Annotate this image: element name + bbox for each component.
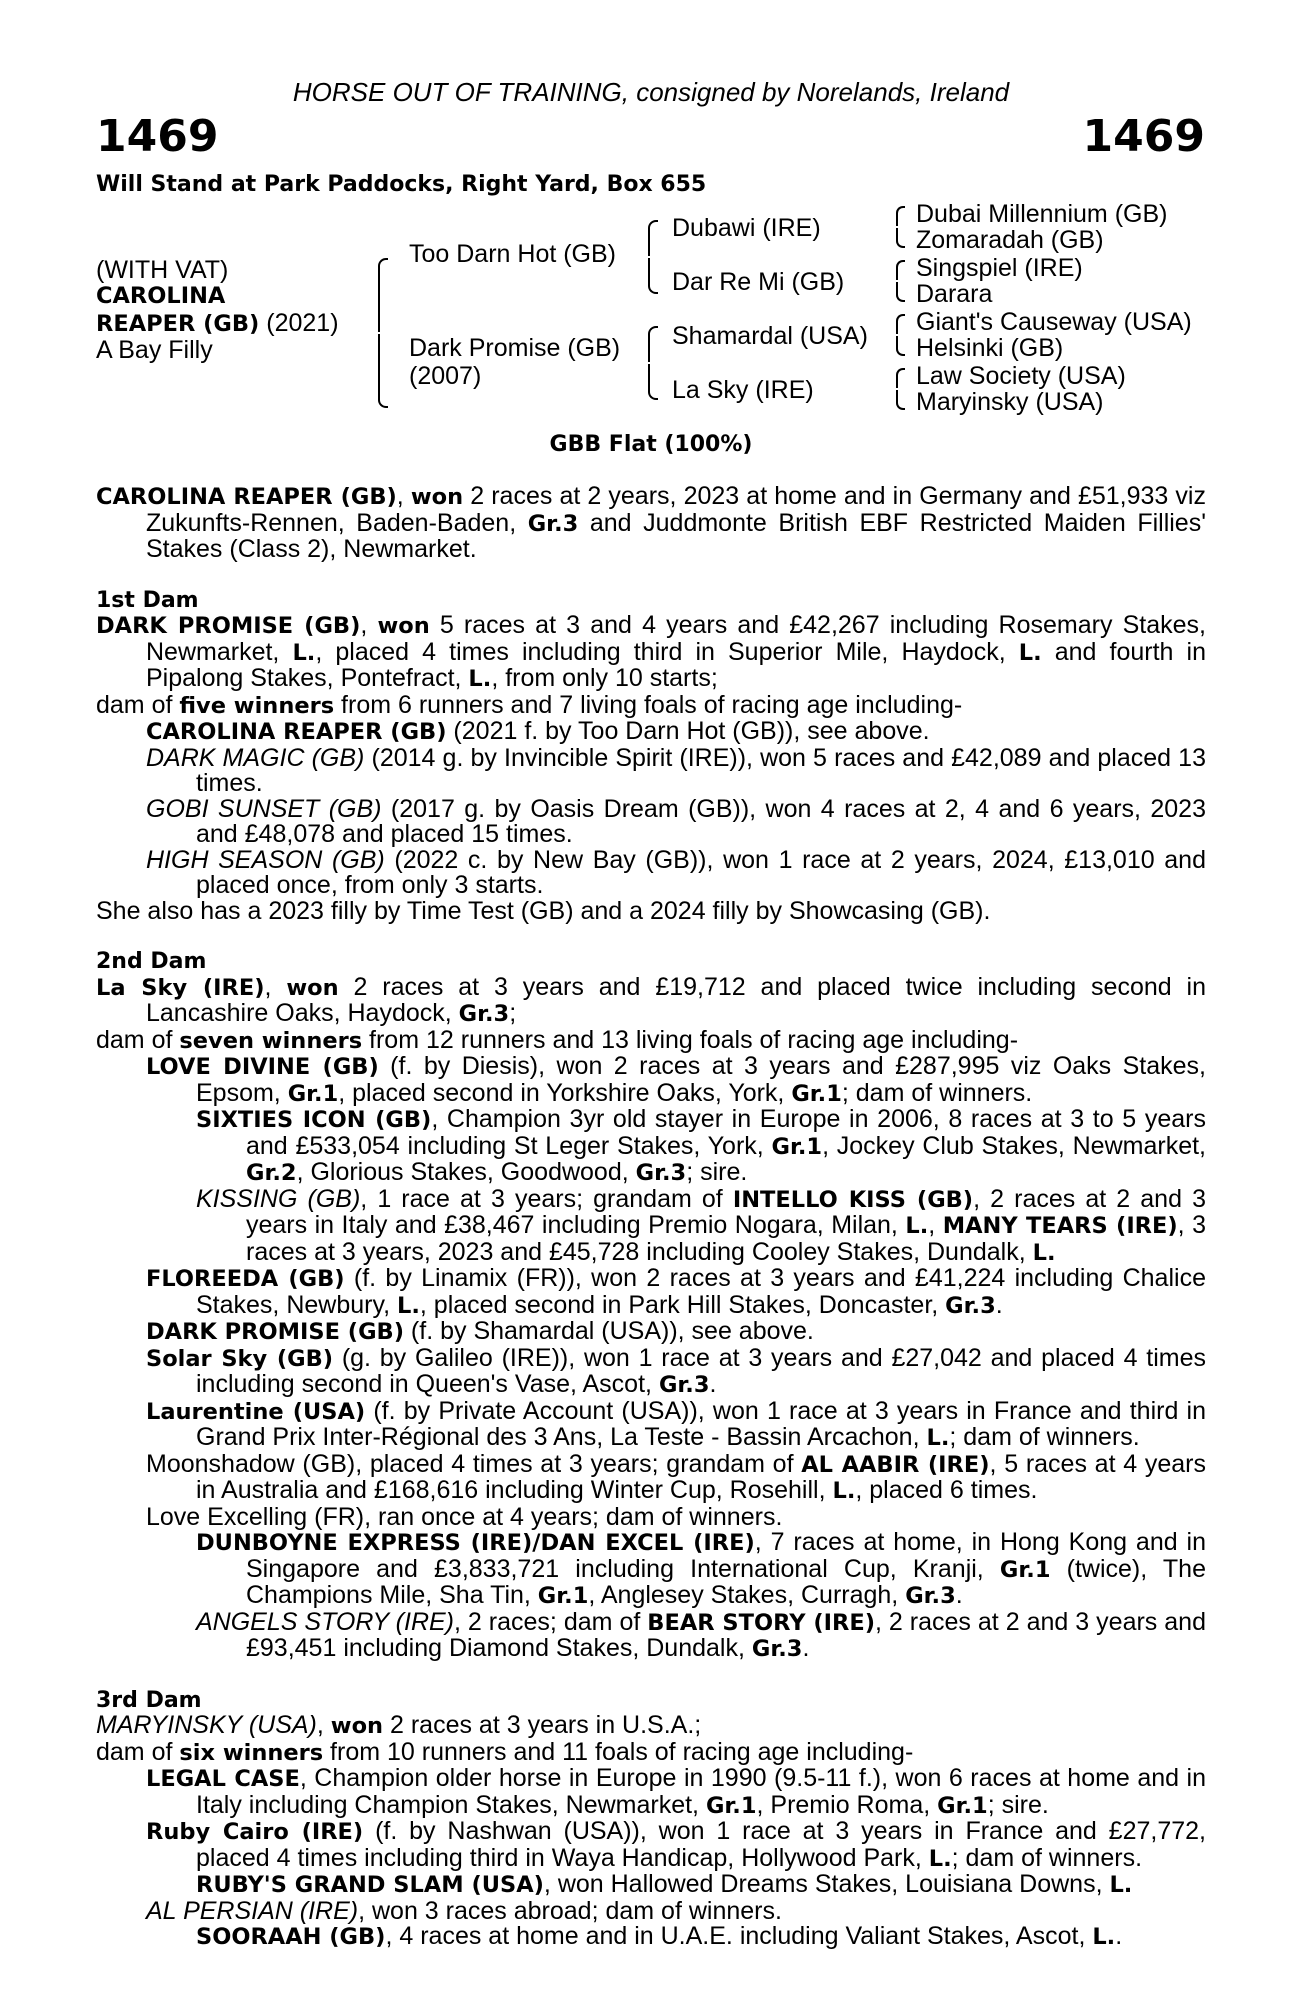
- sire-dam-dam: Darara: [916, 280, 993, 308]
- bold-text: L.: [1092, 1924, 1116, 1950]
- horse-description: A Bay Filly: [96, 336, 213, 364]
- second-dam-heading: 2nd Dam: [96, 949, 207, 974]
- brace-3a: [896, 206, 905, 226]
- brace-2b: [648, 326, 658, 362]
- bold-text: DARK PROMISE (GB): [146, 1319, 404, 1345]
- bold-text: DUNBOYNE EXPRESS (IRE)/DAN EXCEL (IRE): [196, 1530, 755, 1556]
- produce-entry: CAROLINA REAPER (GB) (2021 f. by Too Darn Hot (GB)), see above.: [146, 717, 930, 745]
- lot-number-right: 1469: [1082, 111, 1205, 162]
- bold-text: Gr.1: [771, 1133, 823, 1160]
- bold-text: SIXTIES ICON (GB): [196, 1107, 432, 1133]
- brace-3a-lower: [896, 228, 905, 248]
- dam-sire-sire: Giant's Causeway (USA): [916, 308, 1192, 336]
- bold-text: L.: [1032, 1239, 1056, 1266]
- italic-text: AL PERSIAN (IRE): [146, 1896, 359, 1925]
- bold-text: five winners: [179, 692, 335, 719]
- bold-text: Gr.1: [937, 1792, 988, 1819]
- bold-text: DARK PROMISE (GB): [96, 613, 361, 639]
- third-dam-produce: dam of six winners from 10 runners and 11 foals of racing age including-: [96, 1737, 914, 1766]
- sire-sire-sire: Dubai Millennium (GB): [916, 200, 1168, 228]
- italic-text: ANGELS STORY (IRE): [196, 1607, 454, 1636]
- bold-text: Gr.1: [705, 1792, 757, 1819]
- consigned-line: HORSE OUT OF TRAINING, consigned by Norelands, Ireland: [292, 77, 1010, 107]
- catalogue-body: [96, 484, 1206, 1951]
- bold-text: six winners: [179, 1739, 324, 1766]
- bold-text: L.: [1109, 1872, 1133, 1898]
- bold-text: CAROLINA REAPER (GB): [96, 484, 397, 510]
- brace-3d-lower: [896, 390, 905, 410]
- bold-text: INTELLO KISS (GB): [732, 1186, 974, 1213]
- brace-3b: [896, 260, 905, 280]
- bold-text: won: [410, 484, 464, 510]
- third-dam-heading: 3rd Dam: [96, 1687, 202, 1713]
- sire-sire-dam: Zomaradah (GB): [916, 226, 1104, 254]
- dam-sire: Shamardal (USA): [672, 322, 868, 350]
- sire-dam-sire: Singspiel (IRE): [916, 254, 1083, 282]
- bold-text: La Sky (IRE): [96, 974, 265, 1001]
- produce-entry: Solar Sky (GB) (g. by Galileo (IRE)), won 1 race at 3 years and £27,042 and placed 4 times including second in Queen's Vase, Ascot, Gr.3.: [146, 1343, 1206, 1398]
- bold-text: Gr.3: [945, 1292, 996, 1319]
- brace-2a-lower: [648, 258, 658, 294]
- bold-text: Gr.3: [527, 510, 579, 537]
- italic-text: KISSING (GB): [196, 1184, 361, 1213]
- dam-dam-dam: Maryinsky (USA): [916, 388, 1104, 416]
- italic-text: MARYINSKY (USA): [96, 1711, 317, 1739]
- produce-entry: DARK PROMISE (GB) (f. by Shamardal (USA)), see above.: [146, 1317, 814, 1345]
- second-dam-produce: dam of seven winners from 12 runners and 13 living foals of racing age including-: [96, 1025, 1019, 1054]
- produce-entry: Laurentine (USA) (f. by Private Account (USA)), won 1 race at 3 years in France and third in Grand Prix Inter-Régional des 3 Ans, La Teste - Bassin Arcachon, L.; dam of winners.: [146, 1396, 1206, 1451]
- produce-entry: Love Excelling (FR), ran once at 4 years; dam of winners.: [146, 1502, 783, 1531]
- brace-3c-lower: [896, 336, 905, 356]
- vat-note: (WITH VAT): [96, 256, 229, 284]
- third-dam-record: MARYINSKY (USA), won 2 races at 3 years in U.S.A.;: [96, 1711, 702, 1739]
- bold-text: won: [286, 974, 339, 1001]
- bold-text: won: [330, 1713, 384, 1739]
- bold-text: Gr.1: [791, 1080, 842, 1107]
- bold-text: Gr.3: [458, 1001, 510, 1027]
- bold-text: Gr.3: [658, 1372, 710, 1398]
- bold-text: Gr.2: [246, 1160, 297, 1186]
- dam: Dark Promise (GB): [409, 334, 621, 362]
- bold-text: LEGAL CASE: [146, 1766, 300, 1792]
- brace-2a: [648, 220, 658, 256]
- produce-entry: ANGELS STORY (IRE), 2 races; dam of BEAR STORY (IRE), 2 races at 2 and 3 years and £93,451 including Diamond Stakes, Dundalk, Gr.3.: [196, 1607, 1206, 1662]
- bold-text: SOORAAH (GB): [196, 1924, 386, 1950]
- bold-text: Laurentine (USA): [146, 1398, 366, 1425]
- sire: Too Darn Hot (GB): [409, 240, 617, 268]
- bold-text: L.: [397, 1292, 420, 1319]
- bold-text: Solar Sky (GB): [146, 1345, 334, 1372]
- bold-text: L.: [1018, 639, 1042, 666]
- dam-dam-sire: Law Society (USA): [916, 362, 1126, 390]
- first-dam-heading: 1st Dam: [96, 587, 199, 613]
- produce-entry: FLOREEDA (GB) (f. by Linamix (FR)), won 2 races at 3 years and £41,224 including Chalice Stakes, Newbury, L., placed second in Park Hill Stakes, Doncaster, Gr.3.: [146, 1264, 1206, 1319]
- bold-text: RUBY'S GRAND SLAM (USA): [196, 1872, 544, 1898]
- bold-text: L.: [905, 1213, 929, 1239]
- bold-text: L.: [468, 666, 492, 692]
- horse-name: REAPER (GB): [96, 311, 260, 337]
- intro-paragraph: CAROLINA REAPER (GB), won 2 races at 2 years, 2023 at home and in Germany and £51,933 viz Zukunfts-Rennen, Baden-Baden, Gr.3 and Juddmonte British EBF Restricted Maiden Fillies' Stakes (Class 2), Newmarket.: [96, 482, 1206, 563]
- first-dam-note: She also has a 2023 filly by Time Test (GB) and a 2024 filly by Showcasing (GB).: [96, 896, 991, 925]
- produce-entry: Moonshadow (GB), placed 4 times at 3 years; grandam of AL AABIR (IRE), 5 races at 4 years in Australia and £168,616 including Winter Cup, Rosehill, L., placed 6 times.: [146, 1449, 1206, 1504]
- lot-number-left: 1469: [96, 111, 219, 162]
- horse-year: (2021): [259, 309, 339, 337]
- produce-entry: DARK MAGIC (GB) (2014 g. by Invincible Spirit (IRE)), won 5 races and £42,089 and placed 13 times.: [146, 743, 1206, 797]
- first-dam-record: DARK PROMISE (GB), won 5 races at 3 and 4 years and £42,267 including Rosemary Stakes, Newmarket, L., placed 4 times including third in Superior Mile, Haydock, L. and fourth in Pipalong Stakes, Pontefract, L., from only 10 starts;: [96, 611, 1207, 692]
- sire-sire: Dubawi (IRE): [672, 214, 821, 242]
- brace-3c: [896, 314, 905, 334]
- dam-sire-dam: Helsinki (GB): [916, 334, 1064, 362]
- bold-text: L.: [292, 639, 316, 666]
- bold-text: Gr.3: [905, 1583, 956, 1609]
- produce-entry: HIGH SEASON (GB) (2022 c. by New Bay (GB)), won 1 race at 2 years, 2024, £13,010 and placed once, from only 3 starts.: [146, 845, 1206, 899]
- bold-text: Gr.1: [287, 1080, 339, 1107]
- brace-3b-lower: [896, 282, 905, 302]
- rating: GBB Flat (100%): [549, 432, 753, 457]
- bold-text: MANY TEARS (IRE): [942, 1213, 1178, 1239]
- dam-dam: La Sky (IRE): [672, 376, 814, 404]
- produce-entry: AL PERSIAN (IRE), won 3 races abroad; dam of winners.: [146, 1896, 782, 1925]
- bold-text: L.: [832, 1478, 856, 1504]
- bold-text: CAROLINA REAPER (GB): [146, 719, 447, 745]
- bold-text: Gr.3: [751, 1636, 803, 1662]
- horse-name-line1: CAROLINA: [96, 283, 226, 309]
- bold-text: L.: [926, 1425, 950, 1451]
- brace-1b: [378, 334, 388, 408]
- produce-entry: LOVE DIVINE (GB) (f. by Diesis), won 2 races at 3 years and £287,995 viz Oaks Stakes, Epsom, Gr.1, placed second in Yorkshire Oaks, York, Gr.1; dam of winners.: [146, 1052, 1206, 1107]
- produce-entry: LEGAL CASE, Champion older horse in Europe in 1990 (9.5-11 f.), won 6 races at home and in Italy including Champion Stakes, Newmarket, Gr.1, Premio Roma, Gr.1; sire.: [146, 1764, 1207, 1819]
- brace-3d: [896, 368, 905, 388]
- dam-year: (2007): [409, 362, 482, 390]
- produce-entry: RUBY'S GRAND SLAM (USA), won Hallowed Dreams Stakes, Louisiana Downs, L.: [196, 1870, 1133, 1898]
- bold-text: seven winners: [179, 1027, 363, 1054]
- sire-dam: Dar Re Mi (GB): [672, 268, 845, 296]
- bold-text: Gr.1: [999, 1556, 1051, 1583]
- bold-text: Gr.3: [635, 1160, 687, 1186]
- bold-text: Gr.1: [537, 1583, 589, 1609]
- produce-entry: SIXTIES ICON (GB), Champion 3yr old stayer in Europe in 2006, 8 races at 3 to 5 years and £533,054 including St Leger Stakes, York, Gr.1, Jockey Club Stakes, Newmarket, Gr.2, Glorious Stakes, Goodwood, Gr.3; sire.: [196, 1105, 1206, 1186]
- bold-text: L.: [928, 1845, 952, 1872]
- bold-text: FLOREEDA (GB): [146, 1266, 345, 1292]
- bold-text: LOVE DIVINE (GB): [146, 1054, 379, 1080]
- italic-text: DARK MAGIC (GB): [146, 743, 365, 772]
- brace-1: [378, 258, 388, 332]
- produce-entry: SOORAAH (GB), 4 races at home and in U.A.E. including Valiant Stakes, Ascot, L..: [196, 1922, 1123, 1950]
- horse-name-line2: [96, 311, 339, 338]
- bold-text: AL AABIR (IRE): [801, 1451, 990, 1478]
- italic-text: HIGH SEASON (GB): [146, 845, 385, 874]
- produce-entry: DUNBOYNE EXPRESS (IRE)/DAN EXCEL (IRE), 7 races at home, in Hong Kong and in Singapore and £3,833,721 including International Cup, Kranji, Gr.1 (twice), The Champions Mile, Sha Tin, Gr.1, Anglesey Stakes, Curragh, Gr.3.: [196, 1528, 1207, 1609]
- bold-text: BEAR STORY (IRE): [647, 1609, 875, 1636]
- produce-entry: GOBI SUNSET (GB) (2017 g. by Oasis Dream (GB)), won 4 races at 2, 4 and 6 years, 2023 and £48,078 and placed 15 times.: [146, 794, 1206, 848]
- produce-entry: Ruby Cairo (IRE) (f. by Nashwan (USA)), won 1 race at 3 years in France and £27,772, placed 4 times including third in Waya Handicap, Hollywood Park, L.; dam of winners.: [146, 1817, 1206, 1872]
- first-dam-produce: dam of five winners from 6 runners and 7 living foals of racing age including-: [96, 690, 963, 719]
- produce-entry: KISSING (GB), 1 race at 3 years; grandam of INTELLO KISS (GB), 2 races at 2 and 3 years in Italy and £38,467 including Premio Nogara, Milan, L., MANY TEARS (IRE), 3 races at 3 years, 2023 and £45,728 including Cooley Stakes, Dundalk, L.: [196, 1184, 1207, 1266]
- bold-text: won: [377, 613, 430, 639]
- bold-text: Ruby Cairo (IRE): [146, 1819, 364, 1845]
- italic-text: GOBI SUNSET (GB): [146, 794, 382, 823]
- stand-location: Will Stand at Park Paddocks, Right Yard, Box 655: [96, 172, 707, 197]
- second-dam-record: La Sky (IRE), won 2 races at 3 years and £19,712 and placed twice including second in Lancashire Oaks, Haydock, Gr.3;: [96, 972, 1206, 1027]
- brace-2b-lower: [648, 364, 658, 400]
